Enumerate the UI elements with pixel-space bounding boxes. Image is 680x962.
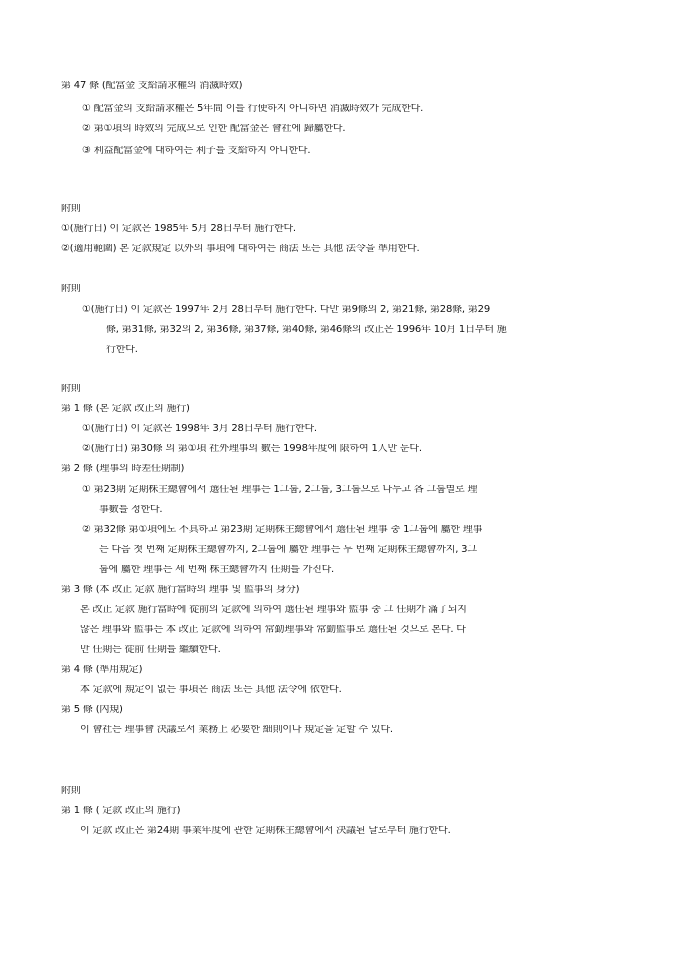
addendum-2-heading: 附則	[61, 284, 81, 294]
article-47-clause-3: ③ 利益配當金에 대하여는 利子를 支給하지 아니한다.	[82, 146, 311, 156]
addendum-3-article-2-clause-2-line-2: 는 다음 첫 번째 定期株主總會까지, 2그룹에 屬한 理事는 두 번째 定期株主總會까지, 3그	[99, 545, 477, 555]
addendum-1-heading: 附則	[61, 204, 81, 214]
addendum-1-clause-2: ②(適用範圍) 본 定款規定 以外의 事項에 대하여는 商法 또는 其他 法令을 準用한다.	[61, 244, 420, 254]
addendum-3-article-2-heading: 第 2 條 (理事의 時差任期制)	[61, 464, 185, 474]
addendum-3-article-1-clause-2: ②(施行日) 第30條 의 第①項 社外理事의 數는 1998年度에 限하여 1人만 둔다.	[82, 444, 422, 454]
addendum-3-article-5-heading: 第 5 條 (內規)	[61, 705, 123, 715]
addendum-3-article-4-body: 本 定款에 規定이 없는 事項은 商法 또는 其他 法令에 依한다.	[80, 685, 342, 695]
article-47-clause-2: ② 第①項의 時效의 完成으로 인한 配當金은 會社에 歸屬한다.	[82, 124, 346, 134]
addendum-2-clause-1-line-3: 行한다.	[106, 345, 138, 355]
addendum-3-article-2-clause-1-line-2: 事數를 정한다.	[99, 505, 163, 515]
addendum-3-article-3-body-line-3: 만 任期는 從前 任期를 繼續한다.	[80, 645, 221, 655]
addendum-4-article-1-heading: 第 1 條 ( 定款 改正의 施行)	[61, 806, 181, 816]
addendum-3-article-3-body-line-1: 본 改正 定款 施行當時에 從前의 定款에 의하여 選任된 理事와 監事 중 그 任期가 滿了되지	[80, 605, 467, 615]
addendum-3-article-2-clause-1-line-1: ① 第23期 定期株主總會에서 選任된 理事는 1그룹, 2그룹, 3그룹으로 나누고 各 그룹별로 理	[82, 485, 478, 495]
addendum-3-article-5-body: 이 會社는 理事會 決議로서 業務上 必要한 細則이나 規定을 定할 수 있다.	[80, 725, 393, 735]
article-47-heading: 第 47 條 (配當金 支給請求權의 消滅時效)	[61, 81, 243, 91]
addendum-2-clause-1-line-2: 條, 第31條, 第32의 2, 第36條, 第37條, 第40條, 第46條의 改正은 1996年 10月 1日부터 施	[106, 325, 507, 335]
addendum-4-article-1-body: 이 定款 改正은 第24期 事業年度에 관한 定期株主總會에서 決議된 날로부터 施行한다.	[80, 826, 451, 836]
addendum-3-article-2-clause-2-line-3: 룹에 屬한 理事는 세 번째 株主總會까지 任期를 가진다.	[99, 565, 335, 575]
addendum-1-clause-1: ①(施行日) 이 定款은 1985年 5月 28日부터 施行한다.	[61, 224, 296, 234]
addendum-3-article-3-heading: 第 3 條 (本 改正 定款 施行當時의 理事 및 監事의 身分)	[61, 585, 300, 595]
addendum-3-article-2-clause-2-line-1: ② 第32條 第①項에도 不具하고 第23期 定期株主總會에서 選任된 理事 중 1그룹에 屬한 理事	[82, 525, 483, 535]
addendum-3-article-1-clause-1: ①(施行日) 이 定款은 1998年 3月 28日부터 施行한다.	[82, 424, 317, 434]
addendum-3-article-1-heading: 第 1 條 (본 定款 改正의 施行)	[61, 404, 190, 414]
addendum-4-heading: 附則	[61, 786, 81, 796]
article-47-clause-1: ① 配當金의 支給請求權은 5年間 이를 行使하지 아니하면 消滅時效가 完成한다.	[82, 104, 424, 114]
addendum-2-clause-1-line-1: ①(施行日) 이 定款은 1997年 2月 28日부터 施行한다. 다만 第9條의 2, 第21條, 第28條, 第29	[82, 305, 491, 315]
addendum-3-article-4-heading: 第 4 條 (準用規定)	[61, 665, 143, 675]
addendum-3-article-3-body-line-2: 않은 理事와 監事는 本 改正 定款에 의하여 常勤理事와 常勤監事로 選任된 것으로 본다. 다	[80, 625, 466, 635]
addendum-3-heading: 附則	[61, 384, 81, 394]
